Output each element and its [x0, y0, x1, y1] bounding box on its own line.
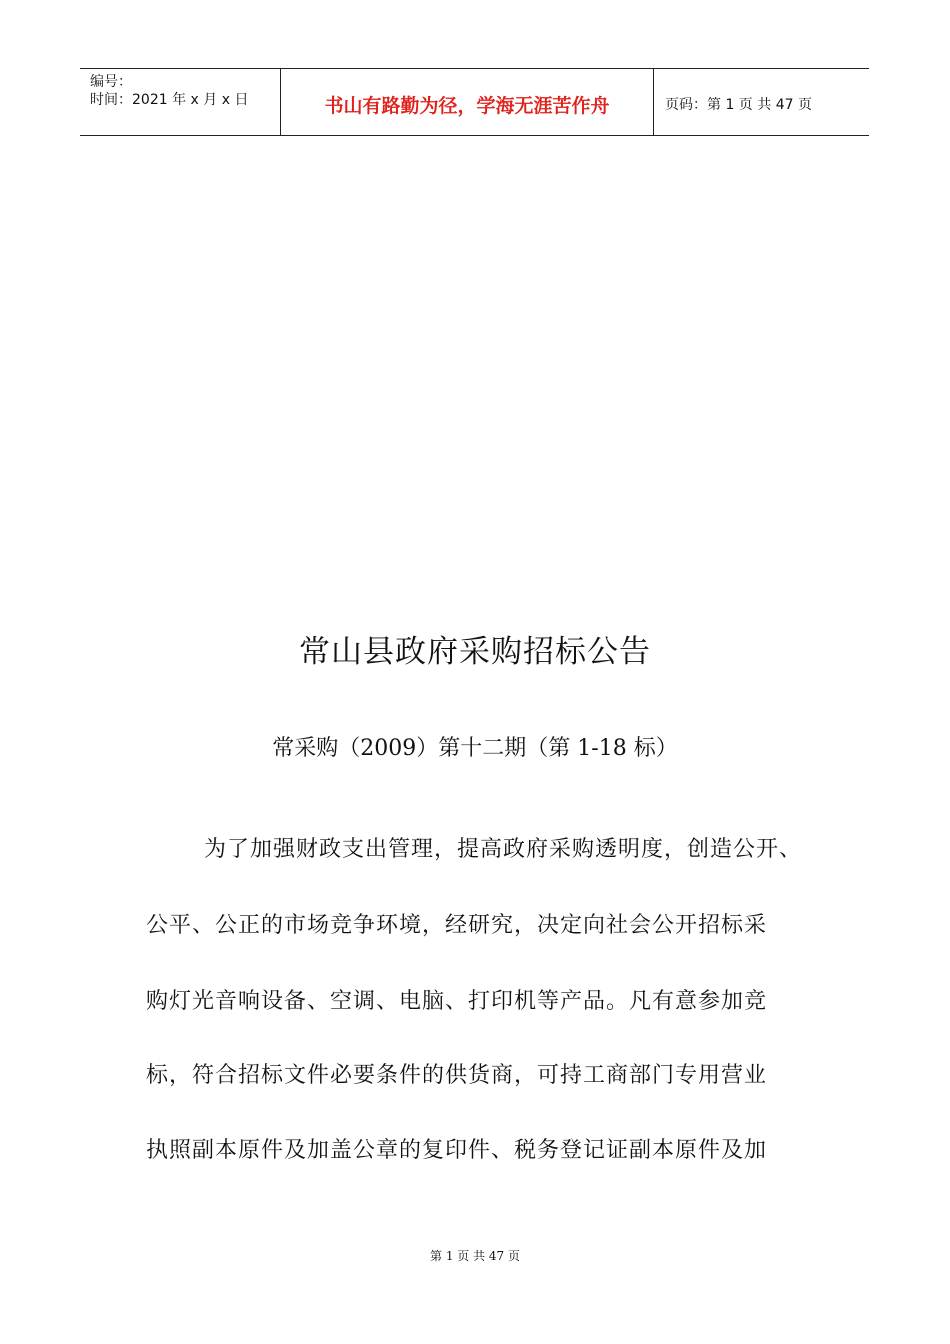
header-page-info: 页码：第 1 页 共 47 页	[665, 97, 812, 113]
paragraph-line: 标，符合招标文件必要条件的供货商，可持工商部门专用营业	[146, 1063, 768, 1088]
document-subtitle: 常采购（2009）第十二期（第 1-18 标）	[272, 736, 678, 761]
header-divider	[653, 69, 654, 135]
paragraph-line: 公平、公正的市场竞争环境，经研究，决定向社会公开招标采	[146, 913, 768, 938]
header-meta	[90, 73, 248, 109]
paragraph-line: 为了加强财政支出管理，提高政府采购透明度，创造公开、	[204, 837, 803, 862]
paragraph-line: 购灯光音响设备、空调、电脑、打印机等产品。凡有意参加竞	[146, 989, 768, 1014]
document-number-label: 编号：	[90, 74, 132, 90]
page-header	[80, 68, 869, 136]
paragraph-line: 执照副本原件及加盖公章的复印件、税务登记证副本原件及加	[146, 1138, 768, 1163]
footer-page-number: 第 1 页 共 47 页	[430, 1249, 520, 1263]
document-date-label: 时间：2021 年 x 月 x 日	[90, 92, 249, 108]
header-motto: 书山有路勤为径，学海无涯苦作舟	[324, 95, 610, 117]
document-title: 常山县政府采购招标公告	[299, 634, 651, 670]
